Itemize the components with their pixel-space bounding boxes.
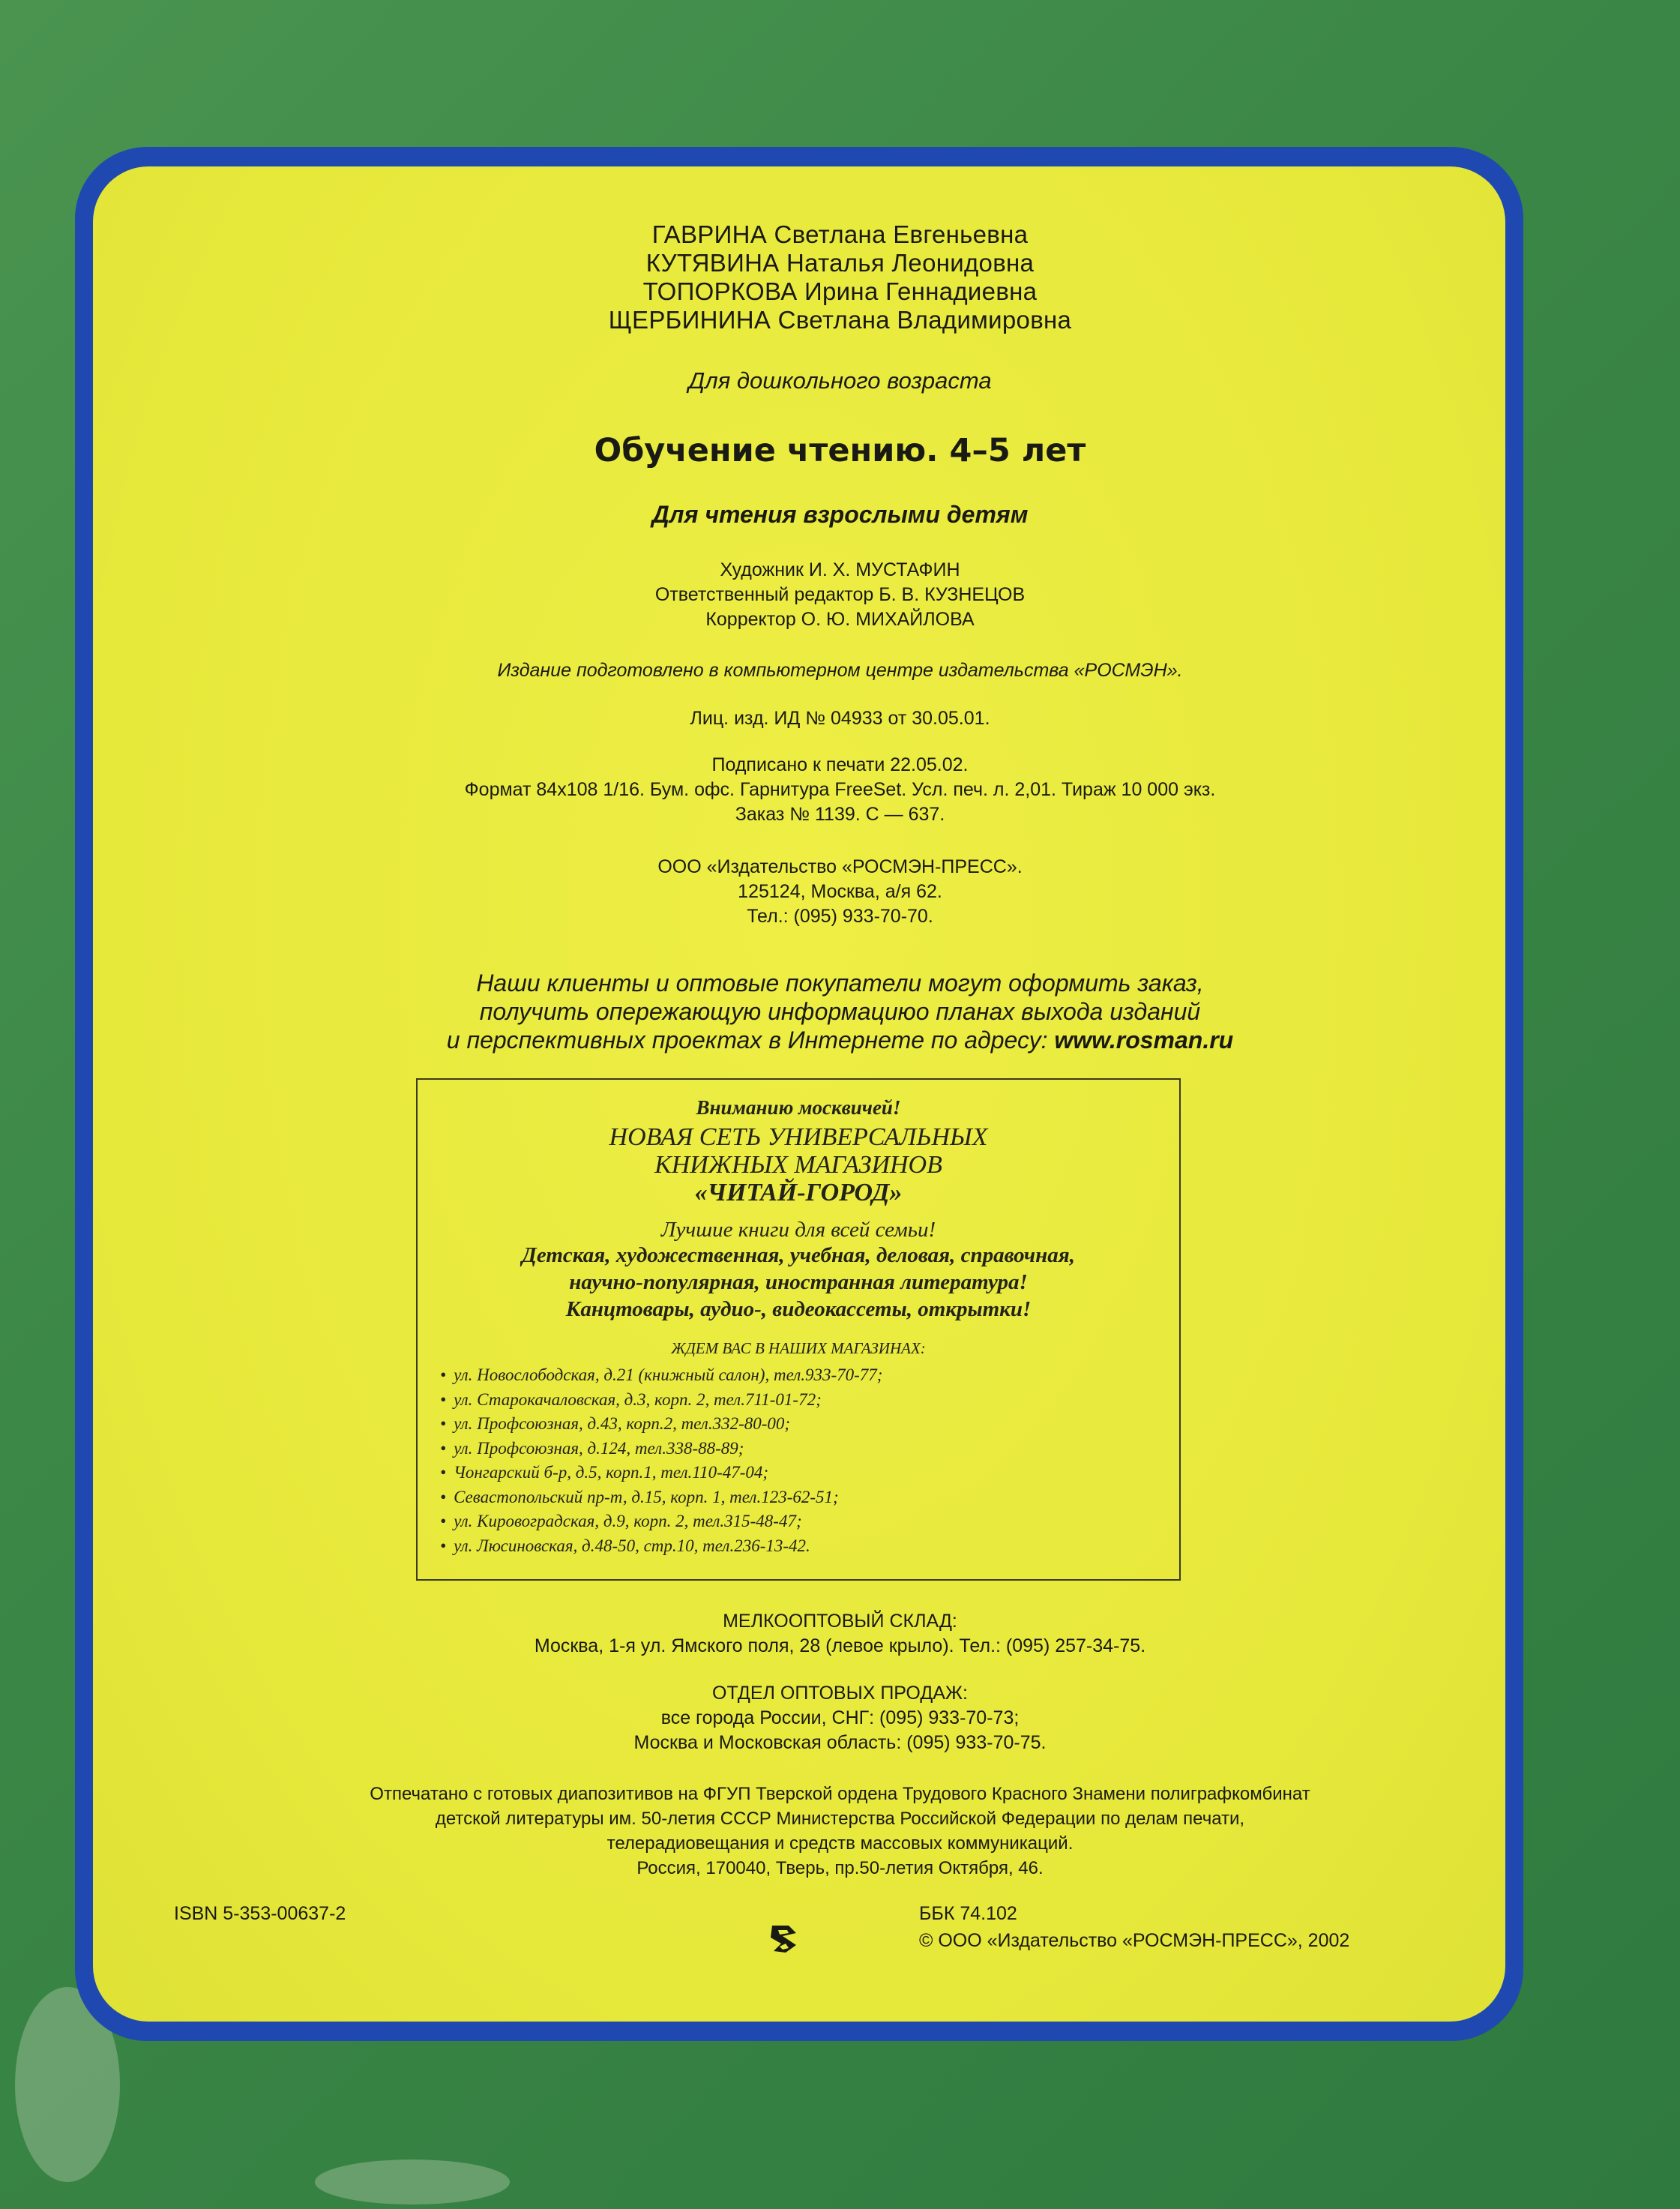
printer-line: детской литературы им. 50-летия СССР Министерства Российской Федерации по делам печати, (435, 1809, 1245, 1829)
warehouse-heading: МЕЛКООПТОВЫЙ СКЛАД: (723, 1611, 957, 1632)
book-title: Обучение чтению. 4–5 лет (594, 432, 1086, 469)
author-name: ТОПОРКОВА Ирина Геннадиевна (642, 277, 1038, 305)
printer-line: телерадиовещания и средств массовых коммуникаций. (606, 1833, 1074, 1854)
author-name: ЩЕРБИНИНА Светлана Владимировна (608, 306, 1072, 334)
publisher-address (0, 855, 1680, 929)
store-address: • ул. Старокачаловская, д.3, корп. 2, тел.711-01-72; (440, 1388, 882, 1413)
copyright: © ООО «Издательство «РОСМЭН-ПРЕСС», 2002 (919, 1930, 1350, 1951)
network-line: КНИЖНЫХ МАГАЗИНОВ (654, 1151, 942, 1179)
wholesale-line: Москва и Московская область: (095) 933-70-75. (633, 1732, 1047, 1753)
isbn: ISBN 5-353-00637-2 (174, 1903, 346, 1924)
network-line: НОВАЯ СЕТЬ УНИВЕРСАЛЬНЫХ (609, 1123, 988, 1151)
store-advert-box (416, 1078, 1181, 1581)
bbk-code: ББК 74.102 (919, 1903, 1017, 1924)
wholesale-line: все города России, СНГ: (095) 933-70-73; (660, 1707, 1020, 1728)
advert-alert: Вниманию москвичей! (696, 1096, 901, 1119)
advert-slogan: Лучшие книги для всей семьи! (660, 1218, 936, 1242)
genre-line: Детская, художественная, учебная, деловая, справочная, (522, 1243, 1075, 1267)
store-address: • ул. Профсоюзная, д.43, корп.2, тел.332-80-00; (440, 1412, 882, 1437)
print-info (0, 753, 1680, 827)
print-line: Подписано к печати 22.05.02. (711, 754, 969, 775)
store-address: • ул. Профсоюзная, д.124, тел.338-88-89; (440, 1437, 882, 1461)
website-link[interactable]: www.rosman.ru (1054, 1027, 1234, 1054)
promo-line: получить опережающую информациюо планах выхода изданий (479, 998, 1201, 1025)
store-address: • Севастопольский пр-т, д.15, корп. 1, тел.123-62-51; (440, 1485, 882, 1510)
warehouse-info (0, 1609, 1680, 1659)
author-name: ГАВРИНА Светлана Евгеньевна (651, 220, 1029, 248)
warehouse-address: Москва, 1-я ул. Ямского поля, 28 (левое крыло). Тел.: (095) 257-34-75. (534, 1635, 1146, 1656)
promo-line-text: и перспективных проектах в Интернете по адресу: (446, 1027, 1055, 1054)
credit-line: Корректор О. Ю. МИХАЙЛОВА (705, 609, 975, 630)
print-line: Формат 84x108 1/16. Бум. офс. Гарнитура FreeSet. Усл. печ. л. 2,01. Тираж 10 000 экз. (464, 779, 1216, 800)
book-subtitle: Для чтения взрослыми детям (651, 501, 1029, 528)
paper-wear (315, 2160, 510, 2205)
printer-line: Россия, 170040, Тверь, пр.50-летия Октября, 46. (636, 1858, 1044, 1878)
authors-list (0, 220, 1680, 334)
author-name: КУТЯВИНА Наталья Леонидовна (645, 249, 1035, 277)
credits (0, 558, 1680, 632)
print-line: Заказ № 1139. С — 637. (735, 804, 945, 825)
addresses-heading: ЖДЕМ ВАС В НАШИХ МАГАЗИНАХ: (671, 1339, 926, 1357)
printer-info (0, 1782, 1680, 1881)
credit-line: Художник И. Х. МУСТАФИН (720, 559, 960, 580)
genre-line: научно-популярная, иностранная литература! (569, 1270, 1028, 1294)
store-address: • Чонгарский б-р, д.5, корп.1, тел.110-47-04; (440, 1461, 882, 1485)
store-address-list (440, 1363, 882, 1558)
publisher-line: ООО «Издательство «РОСМЭН-ПРЕСС». (657, 856, 1023, 877)
publisher-logo-icon (766, 1921, 802, 1957)
advert-genres (418, 1242, 1179, 1323)
network-brand: «ЧИТАЙ-ГОРОД» (694, 1179, 903, 1206)
genre-line: Канцтовары, аудио-, видеокассеты, открытки! (565, 1297, 1032, 1321)
prepared-note: Издание подготовлено в компьютерном центре издательства «РОСМЭН». (497, 660, 1183, 681)
age-note: Для дошкольного возраста (688, 367, 992, 394)
store-address: • ул. Новослободская, д.21 (книжный салон), тел.933-70-77; (440, 1363, 882, 1388)
credit-line: Ответственный редактор Б. В. КУЗНЕЦОВ (654, 584, 1026, 605)
license-line: Лиц. изд. ИД № 04933 от 30.05.01. (690, 708, 990, 729)
store-address: • ул. Люсиновская, д.48-50, стр.10, тел.236-13-42. (440, 1534, 882, 1559)
store-network-name (418, 1123, 1179, 1206)
wholesale-heading: ОТДЕЛ ОПТОВЫХ ПРОДАЖ: (712, 1683, 968, 1704)
wholesale-info (0, 1681, 1680, 1755)
publisher-line: Тел.: (095) 933-70-70. (747, 906, 933, 927)
promo-line: Наши клиенты и оптовые покупатели могут оформить заказ, (476, 970, 1204, 997)
printer-line: Отпечатано с готовых диапозитивов на ФГУП Тверской ордена Трудового Красного Знамени полиграфкомбинат (370, 1784, 1310, 1804)
publisher-line: 125124, Москва, а/я 62. (738, 881, 942, 902)
promo-text (0, 969, 1680, 1054)
store-address: • ул. Кировоградская, д.9, корп. 2, тел.315-48-47; (440, 1509, 882, 1534)
promo-line (0, 1026, 1680, 1054)
